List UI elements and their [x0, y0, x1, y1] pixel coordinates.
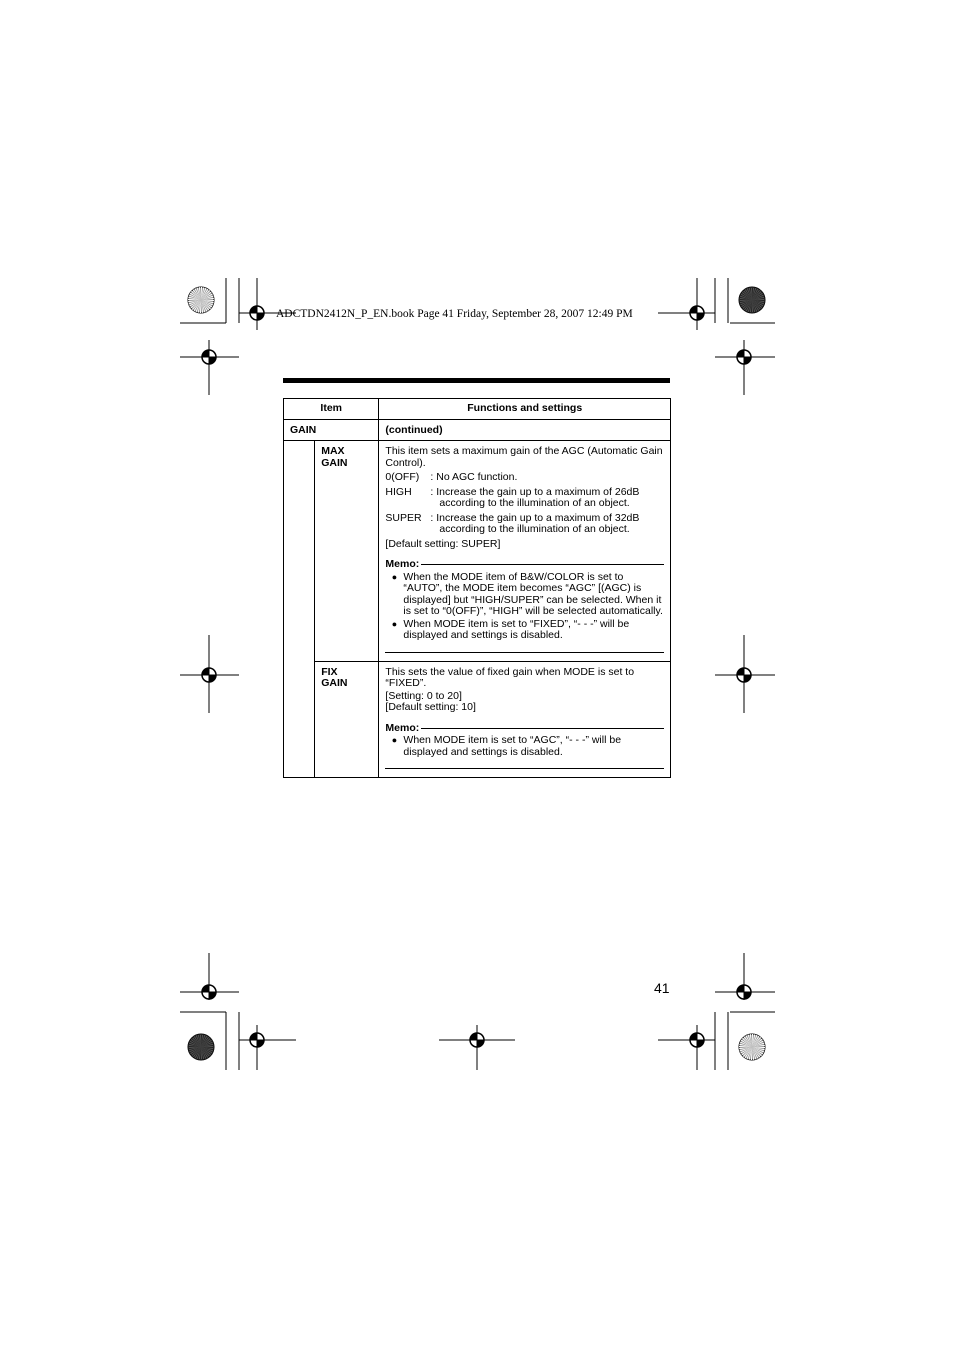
registration-crosshair-icon [180, 635, 239, 713]
starburst-target-icon [739, 1034, 765, 1060]
col-functions-header: Functions and settings [379, 399, 671, 420]
option-off: 0(OFF) : No AGC function. [385, 471, 518, 483]
max-gain-intro: This item sets a maximum gain of the AGC (Automatic Gain Control). [385, 445, 663, 469]
registration-crosshair-icon [715, 953, 775, 1000]
starburst-target-icon [188, 287, 214, 313]
option-super: SUPER : Increase the gain up to a maximum of 32dB according to the illumination of an object. [385, 511, 640, 535]
bullet-dot-icon: ● [391, 735, 398, 745]
memo-bullet: ● When the MODE item of B&W/COLOR is set to “AUTO”, the MODE item becomes “AGC” [(AGC) is displayed] but “HIGH/SUPER” can be selected. When it is set to “0(OFF)”, “HIGH” will be selected automatically. [385, 572, 664, 618]
registration-crosshair-icon [715, 340, 775, 395]
registration-crosshair-icon [439, 1025, 515, 1070]
memo-bullet: ● When MODE item is set to “FIXED”, “- - -” will be displayed and settings is disabled. [385, 619, 664, 642]
bullet-dot-icon: ● [391, 618, 398, 629]
fix-gain-default: [Default setting: 10] [385, 701, 476, 713]
registration-crosshair-icon [239, 1025, 296, 1070]
registration-crosshair-icon [180, 953, 239, 1000]
registration-crosshair-icon [658, 1025, 715, 1070]
starburst-target-icon [739, 287, 765, 313]
option-high: HIGH : Increase the gain up to a maximum of 26dB according to the illumination of an object. [385, 485, 640, 509]
fix-gain-intro: This sets the value of fixed gain when MODE is set to “FIXED”. [385, 665, 635, 689]
registration-crosshair-icon [658, 278, 715, 330]
book-header: ADCTDN2412N_P_EN.book Page 41 Friday, September 28, 2007 12:49 PM [276, 308, 633, 320]
memo-bullet: ● When MODE item is set to “AGC”, “- - -” will be displayed and settings is disabled. [385, 735, 664, 758]
memo-label: Memo: [385, 721, 420, 734]
indent-cell [284, 441, 315, 778]
memo-label: Memo: [385, 558, 420, 570]
gain-continued: (continued) [379, 420, 671, 441]
fix-gain-label: FIX GAIN [315, 661, 379, 778]
header-rule [283, 378, 670, 383]
gain-row [284, 420, 671, 441]
fix-gain-memo [385, 723, 664, 770]
settings-table [283, 398, 671, 778]
max-gain-default: [Default setting: SUPER] [385, 537, 501, 550]
max-gain-memo [385, 559, 664, 653]
registration-crosshair-icon [715, 635, 775, 713]
starburst-target-icon [188, 1034, 214, 1060]
col-item-header: Item [284, 399, 379, 420]
fix-gain-row [284, 661, 671, 778]
max-gain-label: MAX GAIN [315, 441, 379, 662]
table-header-row [284, 399, 671, 420]
max-gain-description [379, 441, 671, 662]
registration-crosshair-icon [239, 278, 296, 330]
gain-label: GAIN [284, 420, 379, 441]
fix-gain-setting: [Setting: 0 to 20] [385, 689, 462, 702]
registration-crosshair-icon [180, 340, 239, 395]
max-gain-row [284, 441, 671, 662]
fix-gain-description [379, 661, 671, 778]
page-number: 41 [654, 980, 670, 996]
bullet-dot-icon: ● [391, 571, 398, 582]
